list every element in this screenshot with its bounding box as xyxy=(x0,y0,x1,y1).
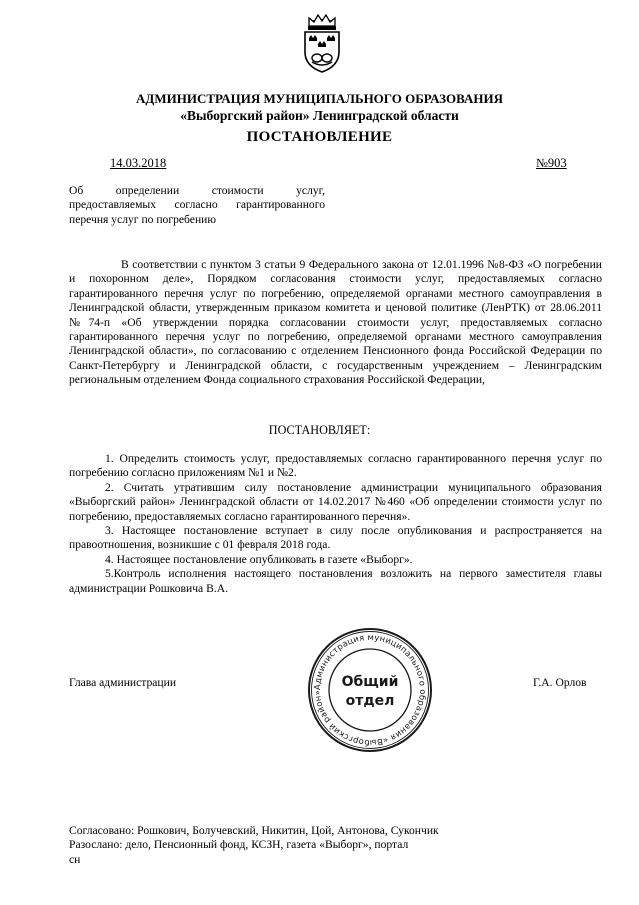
stamp-ring-text: Администрация муниципального образования «Выборгский район» xyxy=(311,631,429,749)
signatory-name: Г.А. Орлов xyxy=(533,676,587,689)
resolution-item-5: 5.Контроль исполнения настоящего постановления возложить на первого заместителя главы администрации Рошковича В.А. xyxy=(69,567,602,595)
signatory-title: Глава администрации xyxy=(69,676,177,689)
resolution-item-1: 1. Определить стоимость услуг, предоставляемых согласно гарантированного перечня услуг по погребению согласно приложениям №1 и №2. xyxy=(69,452,602,480)
official-stamp xyxy=(307,627,433,753)
resolution-item-3: 3. Настоящее постановление вступает в силу после опубликования и распространяется на правоотношения, возникшие с 01 февраля 2018 года. xyxy=(69,524,602,552)
resolution-items xyxy=(69,452,602,596)
stamp-center-line2: отдел xyxy=(345,693,395,709)
footer-notes xyxy=(69,824,609,867)
document-type: ПОСТАНОВЛЕНИЕ xyxy=(246,129,393,145)
coat-of-arms-icon xyxy=(300,12,344,74)
org-name-line2: «Выборгский район» Ленинградской области xyxy=(180,108,459,123)
org-name-line1: АДМИНИСТРАЦИЯ МУНИЦИПАЛЬНОГО ОБРАЗОВАНИЯ xyxy=(136,91,503,106)
stamp-center-line1: Общий xyxy=(341,674,399,690)
resolution-item-2: 2. Считать утратившим силу постановление администрации муниципального образования «Выборгский район» Ленинградской области от 14.02.2017 №460 «Об определении стоимости услуг по погребению, предоставляемых согласно гарантированного перечня». xyxy=(69,480,602,523)
document-number: №903 xyxy=(536,156,567,170)
distributed-to: Разослано: дело, Пенсионный фонд, КСЗН, газета «Выборг», портал xyxy=(69,838,409,852)
document-date: 14.03.2018 xyxy=(110,156,167,170)
resolution-item-4: 4. Настоящее постановление опубликовать в газете «Выборг». xyxy=(105,552,413,566)
document-subject: Об определении стоимости услуг, предоставляемых согласно гарантированного перечня услуг по погребению xyxy=(69,184,325,226)
resolves-heading: ПОСТАНОВЛЯЕТ: xyxy=(268,423,371,437)
executor-initials: сн xyxy=(69,852,81,866)
preamble-paragraph: В соответствии с пунктом 3 статьи 9 Федерального закона от 12.01.1996 №8-ФЗ «О погребении и похоронном деле», Порядком согласования стоимости услуг, предоставляемых согласно гарантированного перечня услуг по погребению, определяемой органами местного самоуправления в Ленинградской области, утвержденным приказом комитета и ценовой политике (ЛенРТК) от 28.06.2011 №74-п «Об утверждении порядка согласовании стоимости услуг, предоставляемых согласно гарантированного перечня услуг по погребению, определяемой органами местного самоуправления Ленинградской области», по согласованию с отделением Пенсионного фонда Российской Федерации по Санкт-Петербургу и Ленинградской области, с государственным учреждением – Ленинградским региональным отделением Фонда социального страхования Российской Федерации, xyxy=(69,258,602,387)
agreed-by: Согласовано: Рошкович, Болучевский, Никитин, Цой, Антонова, Сукончик xyxy=(69,824,439,837)
